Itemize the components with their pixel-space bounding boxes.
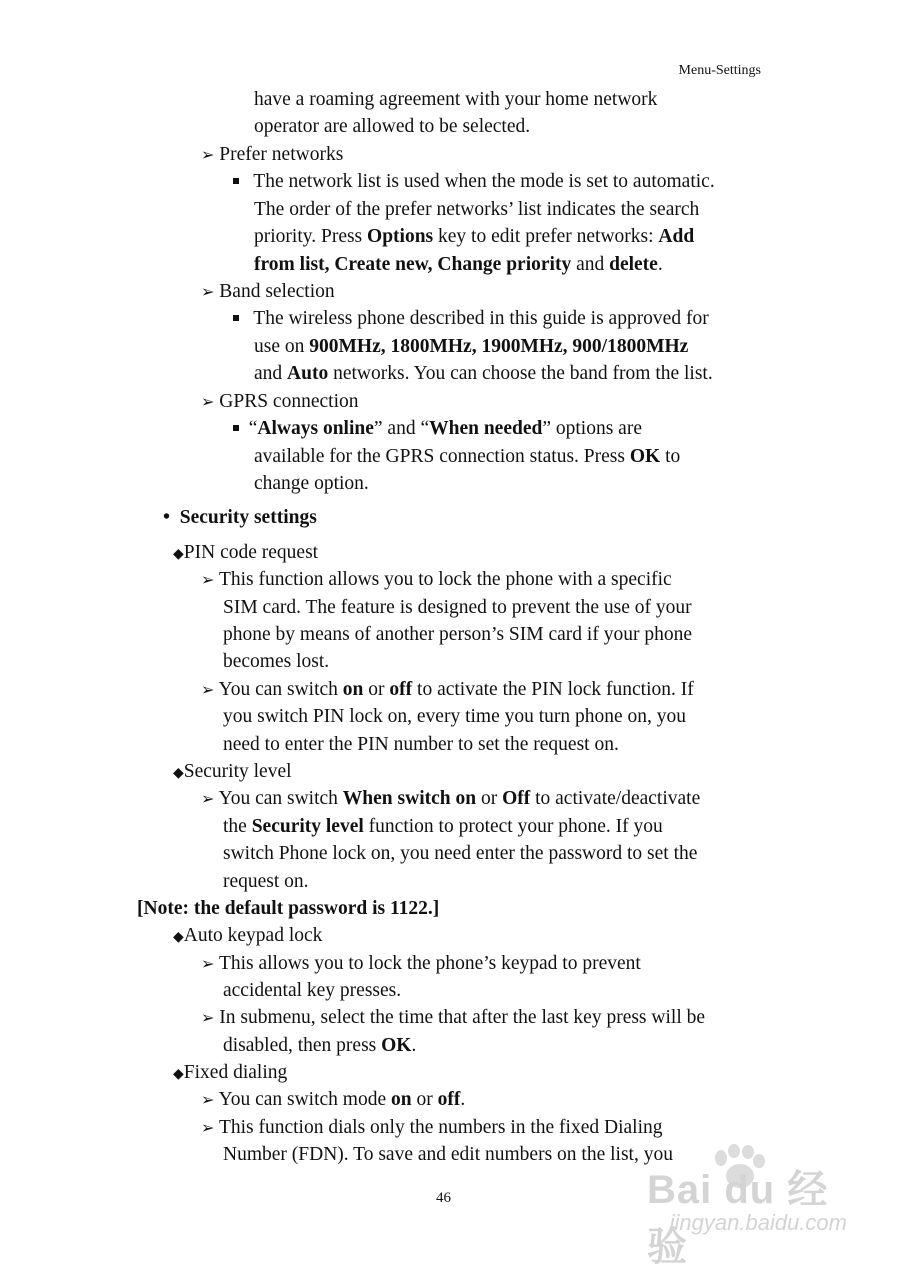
text-line: The order of the prefer networks’ list indicates the search xyxy=(254,199,700,220)
text-line: change option. xyxy=(254,473,369,494)
text-line: and Auto networks. You can choose the band from the list. xyxy=(254,363,713,384)
text-line: switch Phone lock on, you need enter the password to set the xyxy=(223,843,698,864)
arrow-bullet-icon: ➢ xyxy=(201,1120,215,1137)
round-bullet-icon: • xyxy=(163,506,171,528)
arrow-bullet-icon: ➢ xyxy=(201,147,215,164)
diamond-bullet-icon: ◆ xyxy=(173,766,184,781)
section-heading-security-settings: • Security settings xyxy=(163,506,317,528)
text-line: The network list is used when the mode is set to automatic. xyxy=(233,168,715,195)
diamond-bullet-icon: ◆ xyxy=(173,930,184,945)
square-bullet-icon xyxy=(233,178,239,184)
note-default-password: [Note: the default password is 1122.] xyxy=(137,898,440,919)
square-bullet-icon xyxy=(233,425,239,431)
text-line: phone by means of another person’s SIM card if your phone xyxy=(223,624,692,645)
text-line: ➢ This function allows you to lock the phone with a specific xyxy=(201,566,672,594)
text-line: ➢ This function dials only the numbers in the fixed Dialing xyxy=(201,1114,663,1142)
arrow-bullet-icon: ➢ xyxy=(201,284,215,301)
text-line: “Always online” and “When needed” options are xyxy=(233,415,642,442)
text-line: The wireless phone described in this guide is approved for xyxy=(233,305,709,332)
text-line: use on 900MHz, 1800MHz, 1900MHz, 900/1800MHz xyxy=(254,336,689,357)
arrow-bullet-icon: ➢ xyxy=(201,956,215,973)
arrow-bullet-icon: ➢ xyxy=(201,572,215,589)
page-number: 46 xyxy=(436,1190,451,1206)
text-line: request on. xyxy=(223,871,309,892)
subitem-band-selection: ➢ Band selection xyxy=(201,278,335,306)
text-line: have a roaming agreement with your home network xyxy=(254,89,658,110)
text-line: the Security level function to protect your phone. If you xyxy=(223,816,663,837)
subitem-prefer-networks: ➢ Prefer networks xyxy=(201,141,343,169)
item-security-level: ◆Security level xyxy=(173,761,292,782)
text-line: operator are allowed to be selected. xyxy=(254,116,531,137)
running-header: Menu-Settings xyxy=(678,63,761,78)
arrow-bullet-icon: ➢ xyxy=(201,682,215,699)
text-line: you switch PIN lock on, every time you turn phone on, you xyxy=(223,706,687,727)
diamond-bullet-icon: ◆ xyxy=(173,547,184,562)
text-line: becomes lost. xyxy=(223,651,330,672)
arrow-bullet-icon: ➢ xyxy=(201,1092,215,1109)
watermark-brand: Bai du 经验 xyxy=(647,1168,829,1269)
text-line: priority. Press Options key to edit prefer networks: Add xyxy=(254,226,695,247)
arrow-bullet-icon: ➢ xyxy=(201,1010,215,1027)
diamond-bullet-icon: ◆ xyxy=(173,1067,184,1082)
text-line: need to enter the PIN number to set the request on. xyxy=(223,734,619,755)
text-line: ➢ In submenu, select the time that after the last key press will be xyxy=(201,1004,705,1032)
watermark-url: jingyan.baidu.com xyxy=(669,1210,847,1235)
text-line: ➢ You can switch When switch on or Off to activate/deactivate xyxy=(201,785,700,813)
baidu-watermark xyxy=(647,1150,847,1269)
arrow-bullet-icon: ➢ xyxy=(201,394,215,411)
text-line: from list, Create new, Change priority and delete. xyxy=(254,254,663,275)
text-line: ➢ You can switch on or off to activate the PIN lock function. If xyxy=(201,676,694,704)
text-line: available for the GPRS connection status. Press OK to xyxy=(254,446,681,467)
text-line: ➢ You can switch mode on or off. xyxy=(201,1086,465,1114)
subitem-gprs-connection: ➢ GPRS connection xyxy=(201,388,359,416)
text-line: ➢ This allows you to lock the phone’s keypad to prevent xyxy=(201,950,641,978)
text-line: disabled, then press OK. xyxy=(223,1035,417,1056)
text-line: Number (FDN). To save and edit numbers on the list, you xyxy=(223,1144,673,1165)
item-fixed-dialing: ◆Fixed dialing xyxy=(173,1062,288,1083)
arrow-bullet-icon: ➢ xyxy=(201,791,215,808)
text-line: accidental key presses. xyxy=(223,980,402,1001)
square-bullet-icon xyxy=(233,315,239,321)
item-auto-keypad-lock: ◆Auto keypad lock xyxy=(173,925,323,946)
item-pin-code-request: ◆PIN code request xyxy=(173,542,319,563)
text-line: SIM card. The feature is designed to prevent the use of your xyxy=(223,597,692,618)
